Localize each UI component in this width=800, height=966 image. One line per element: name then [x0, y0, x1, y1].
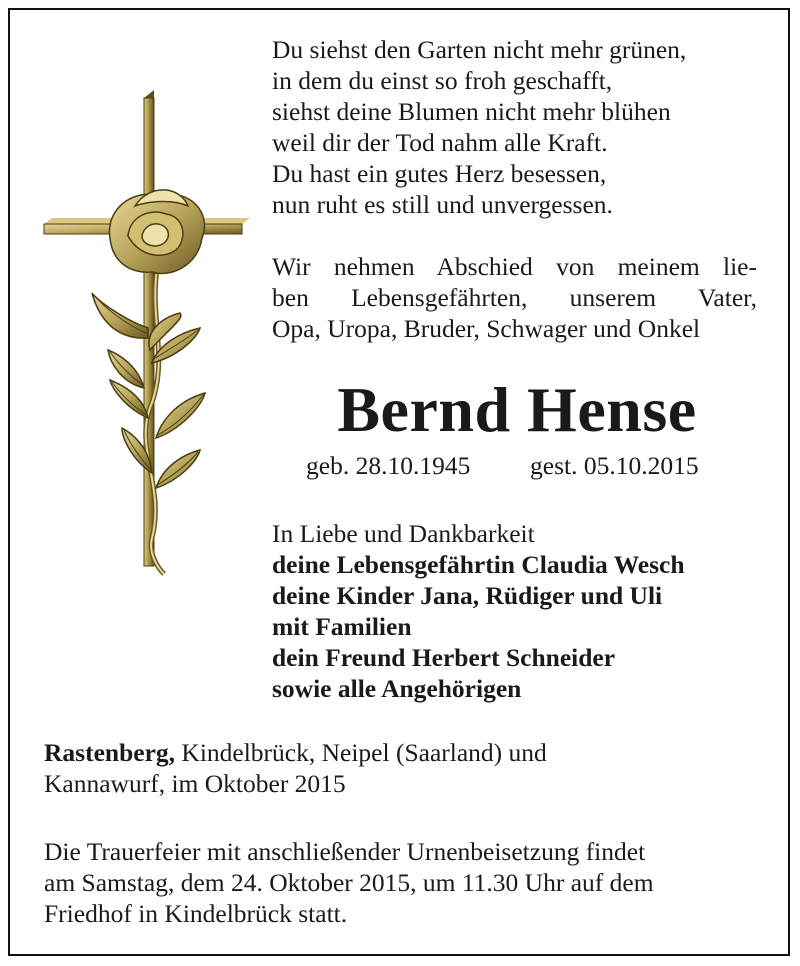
- poem-line: Du siehst den Garten nicht mehr grünen,: [272, 35, 687, 64]
- poem-line: nun ruht es still und unvergessen.: [272, 190, 613, 219]
- farewell-intro: [272, 251, 757, 344]
- location-bold: Rastenberg,: [44, 738, 176, 767]
- deceased-name: Bernd Hense: [337, 374, 697, 445]
- service-line: Die Trauerfeier mit anschließender Urnenbeisetzung findet: [44, 837, 646, 866]
- mourner-line: sowie alle Angehörigen: [272, 674, 522, 703]
- intro-line: Opa, Uropa, Bruder, Schwager und Onkel: [272, 314, 701, 343]
- location-date: [44, 737, 764, 799]
- intro-line: ben Lebensgefährten, unserem Vater,: [272, 283, 757, 312]
- service-info: [44, 836, 764, 929]
- service-line: am Samstag, dem 24. Oktober 2015, um 11.30 Uhr auf dem: [44, 868, 654, 897]
- mourner-line: deine Lebensgefährtin Claudia Wesch: [272, 550, 685, 579]
- poem-line: in dem du einst so froh geschafft,: [272, 66, 613, 95]
- poem: [272, 34, 762, 220]
- mourner-line: deine Kinder Jana, Rüdiger und Uli: [272, 581, 663, 610]
- service-line: Friedhof in Kindelbrück statt.: [44, 899, 348, 928]
- poem-line: Du hast ein gutes Herz besessen,: [272, 159, 607, 188]
- cross-with-rose-icon: [40, 88, 255, 593]
- location-line: [44, 737, 764, 768]
- mourner-line: mit Familien: [272, 612, 412, 641]
- mourners-list: [272, 518, 762, 704]
- poem-line: weil dir der Tod nahm alle Kraft.: [272, 128, 608, 157]
- death-date: gest. 05.10.2015: [530, 451, 699, 480]
- poem-line: siehst deine Blumen nicht mehr blühen: [272, 97, 671, 126]
- location-rest: Kindelbrück, Neipel (Saarland) und: [175, 738, 547, 767]
- mourner-line: dein Freund Herbert Schneider: [272, 643, 616, 672]
- location-line: Kannawurf, im Oktober 2015: [44, 769, 346, 798]
- intro-line: Wir nehmen Abschied von meinem lie-: [272, 252, 757, 281]
- birth-date: geb. 28.10.1945: [306, 451, 471, 480]
- mourners-intro: In Liebe und Dankbarkeit: [272, 519, 535, 548]
